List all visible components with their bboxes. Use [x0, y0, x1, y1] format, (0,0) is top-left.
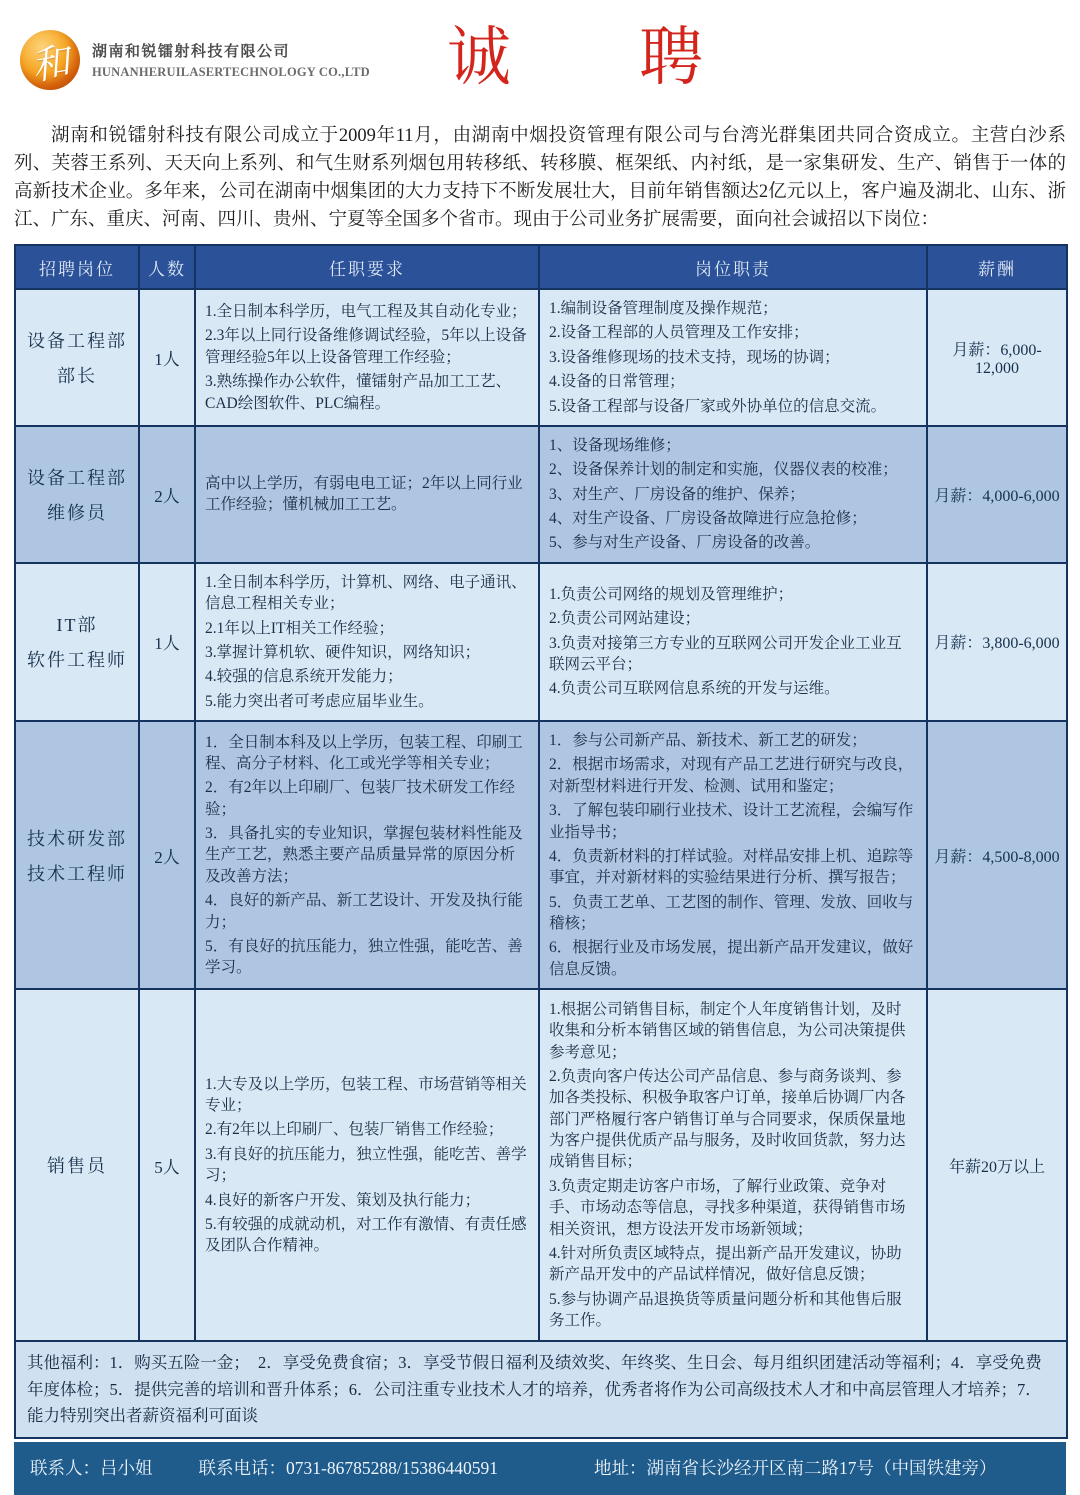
position-cell: 技术研发部 技术工程师	[15, 721, 139, 989]
logo-he-glyph: 和	[28, 38, 74, 89]
duties-cell: 1.编制设备管理制度及操作规范； 2.设备工程部的人员管理及工作安排； 3.设备维修现场的技术支持，现场的协调； 4.设备的日常管理； 5.设备工程部与设备厂家或外协单位的信息交流。	[539, 289, 927, 426]
poster-header	[14, 0, 1066, 118]
duties-cell: 1．参与公司新产品、新技术、新工艺的研发； 2．根据市场需求，对现有产品工艺进行研究与改良，对新型材料进行开发、检测、试用和鉴定； 3．了解包装印刷行业技术、设计工艺流程，会编写作业指导书； 4．负责新材料的打样试验。对样品安排上机、追踪等事宜，并对新材料的实验结果进行分析、撰写报告； 5．负责工艺单、工艺图的制作、管理、发放、回收与稽核； 6．根据行业及市场发展，提出新产品开发建议，做好信息反馈。	[539, 721, 927, 989]
table-row-salesperson	[15, 989, 1067, 1341]
headcount-cell: 1人	[139, 289, 195, 426]
jobs-table	[14, 244, 1068, 1439]
position-cell: 销售员	[15, 989, 139, 1341]
requirements-cell: 1.全日制本科学历，电气工程及其自动化专业； 2.3年以上同行设备维修调试经验，5年以上设备管理经验5年以上设备管理工作经验； 3.熟练操作办公软件，懂镭射产品加工工艺、CAD绘图软件、PLC编程。	[195, 289, 539, 426]
requirements-cell: 1.大专及以上学历，包装工程、市场营销等相关专业； 2.有2年以上印刷厂、包装厂销售工作经验； 3.有良好的抗压能力，独立性强，能吃苦、善学习； 4.良好的新客户开发、策划及执行能力； 5.有较强的成就动机，对工作有激情、有责任感及团队合作精神。	[195, 989, 539, 1341]
table-row-equipment-repairer	[15, 426, 1067, 563]
col-header-requirements: 任职要求	[195, 245, 539, 289]
requirements-cell: 1．全日制本科及以上学历，包装工程、印刷工程、高分子材料、化工或光学等相关专业； 2．有2年以上印刷厂、包装厂技术研发工作经验； 3．具备扎实的专业知识，掌握包装材料性能及生产工艺，熟悉主要产品质量异常的原因分析及改善方法； 4．良好的新产品、新工艺设计、开发及执行能力； 5．有良好的抗压能力，独立性强，能吃苦、善学习。	[195, 721, 539, 989]
salary-cell: 月薪：3,800-6,000	[927, 563, 1067, 721]
company-name-en: HUNANHERUILASERTECHNOLOGY CO.,LTD	[92, 65, 370, 79]
page-title: 诚 聘	[447, 22, 703, 93]
contact-bar	[14, 1442, 1066, 1495]
duties-cell: 1.根据公司销售目标，制定个人年度销售计划，及时收集和分析本销售区域的销售信息，为公司决策提供参考意见； 2.负责向客户传达公司产品信息、参与商务谈判、参加各类投标、积极争取客户订单，接单后协调厂内各部门严格履行客户销售订单与合同要求，保质保量地为客户提供优质产品与服务，及时收回货款，努力达成销售目标； 3.负责定期走访客户市场，了解行业政策、竞争对手、市场动态等信息，寻找多种渠道，获得销售市场相关资讯，想方设法开发市场新领域； 4.针对所负责区域特点，提出新产品开发建议，协助新产品开发中的产品试样情况，做好信息反馈； 5.参与协调产品退换货等质量问题分析和其他售后服务工作。	[539, 989, 927, 1341]
headcount-cell: 1人	[139, 563, 195, 721]
requirements-cell: 1.全日制本科学历，计算机、网络、电子通讯、信息工程相关专业； 2.1年以上IT相关工作经验； 3.掌握计算机软、硬件知识，网络知识； 4.较强的信息系统开发能力； 5.能力突出者可考虑应届毕业生。	[195, 563, 539, 721]
col-header-position: 招聘岗位	[15, 245, 139, 289]
position-cell: 设备工程部 部长	[15, 289, 139, 426]
company-intro-paragraph: 湖南和锐镭射科技有限公司成立于2009年11月，由湖南中烟投资管理有限公司与台湾光群集团共同合资成立。主营白沙系列、芙蓉王系列、天天向上系列、和气生财系列烟包用转移纸、转移膜、框架纸、内衬纸，是一家集研发、生产、销售于一体的高新技术企业。多年来，公司在湖南中烟集团的大力支持下不断发展壮大，目前年销售额达2亿元以上，客户遍及湖北、山东、浙江、广东、重庆、河南、四川、贵州、宁夏等全国多个省市。现由于公司业务扩展需要，面向社会诚招以下岗位：	[14, 126, 1066, 230]
table-row-software-engineer	[15, 563, 1067, 721]
table-row-technical-engineer	[15, 721, 1067, 989]
requirements-cell: 高中以上学历，有弱电电工证；2年以上同行业工作经验；懂机械加工工艺。	[195, 426, 539, 563]
duties-cell: 1.负责公司网络的规划及管理维护； 2.负责公司网站建设； 3.负责对接第三方专业的互联网公司开发企业工业互联网云平台； 4.负责公司互联网信息系统的开发与运维。	[539, 563, 927, 721]
salary-cell: 月薪：6,000-12,000	[927, 289, 1067, 426]
duties-cell: 1、设备现场维修； 2、设备保养计划的制定和实施，仪器仪表的校准； 3、对生产、厂房设备的维护、保养； 4、对生产设备、厂房设备故障进行应急抢修； 5、参与对生产设备、厂房设备的改善。	[539, 426, 927, 563]
position-cell: 设备工程部 维修员	[15, 426, 139, 563]
col-header-count: 人数	[139, 245, 195, 289]
benefits-row	[15, 1341, 1067, 1438]
col-header-salary: 薪酬	[927, 245, 1067, 289]
headcount-cell: 2人	[139, 721, 195, 989]
contact-address: 地址：湖南省长沙经开区南二路17号（中国铁建旁）	[593, 1458, 997, 1479]
table-row-equipment-director	[15, 289, 1067, 426]
position-cell: IT部 软件工程师	[15, 563, 139, 721]
headcount-cell: 5人	[139, 989, 195, 1341]
contact-phone: 联系电话：0731-86785288/15386440591	[198, 1458, 498, 1479]
table-header-row	[15, 245, 1067, 289]
benefits-text: 其他福利：1．购买五险一金； 2．享受免费食宿；3．享受节假日福利及绩效奖、年终奖、生日会、每月组织团建活动等福利；4．享受免费年度体检；5．提供完善的培训和晋升体系；6．公司注重专业技术人才的培养，优秀者将作为公司高级技术人才和中高层管理人才培养；7．能力特别突出者薪资福利可面谈	[15, 1341, 1067, 1438]
contact-person: 联系人：吕小姐	[30, 1458, 153, 1479]
col-header-duties: 岗位职责	[539, 245, 927, 289]
salary-cell: 月薪：4,000-6,000	[927, 426, 1067, 563]
company-name-cn: 湖南和锐镭射科技有限公司	[92, 44, 291, 60]
salary-cell: 月薪：4,500-8,000	[927, 721, 1067, 989]
salary-cell: 年薪20万以上	[927, 989, 1067, 1341]
headcount-cell: 2人	[139, 426, 195, 563]
